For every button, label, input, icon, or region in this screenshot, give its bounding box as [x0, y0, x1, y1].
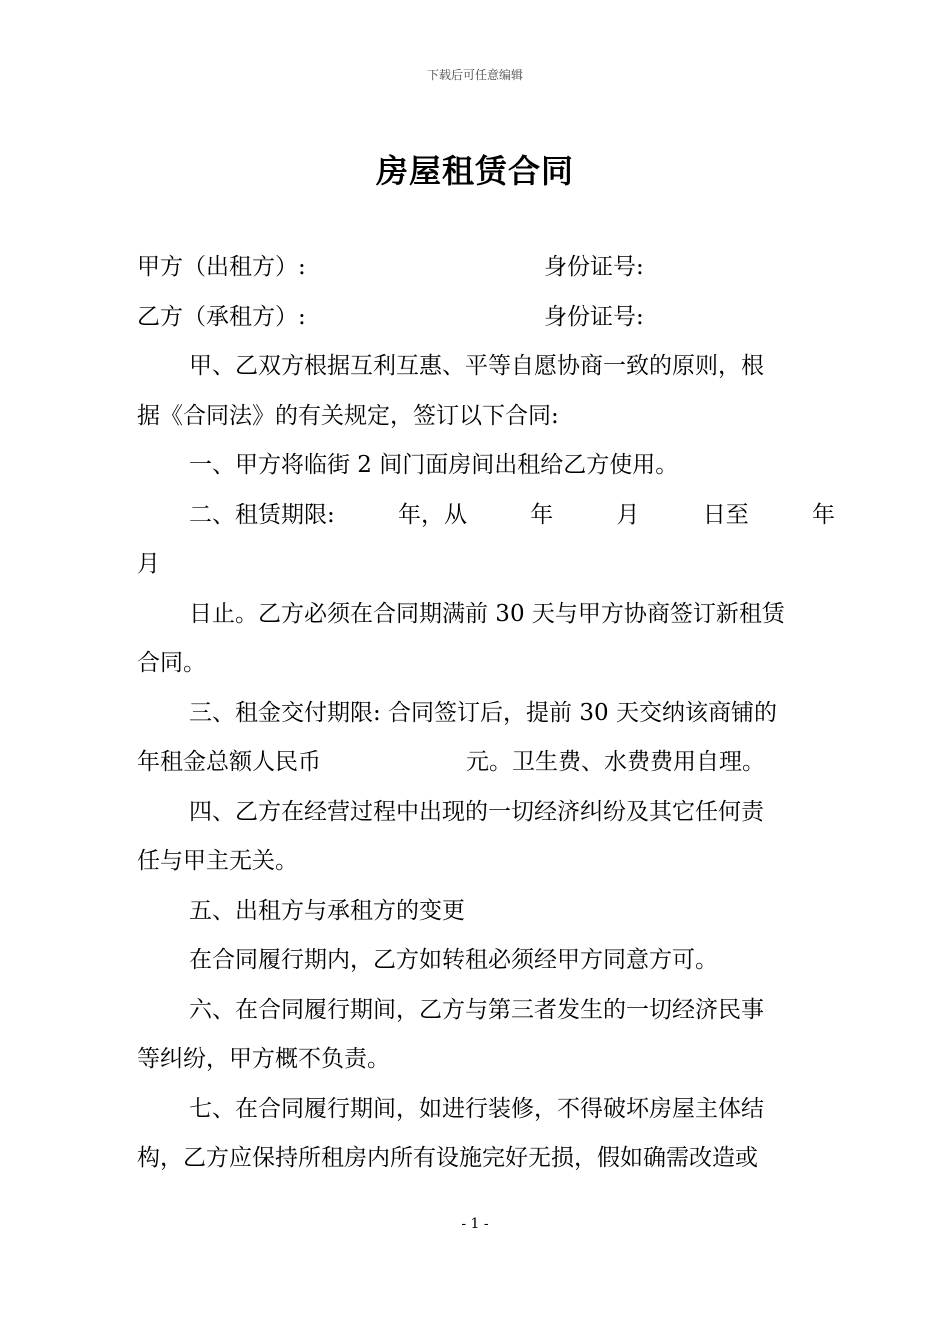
page-header-note: 下载后可任意编辑: [426, 68, 523, 82]
contract-body: [137, 243, 835, 1184]
page-number: - 1 -: [461, 1216, 489, 1232]
party-a-id-label: 身份证号:: [544, 254, 644, 280]
clause-3-amount-label: 年租金总额人民币: [137, 749, 321, 775]
clause-6-line-1: 六、在合同履行期间，乙方与第三者发生的一切经济民事: [189, 996, 764, 1023]
clause-2-prefix: 二、租赁期限:: [189, 501, 335, 528]
party-b-label: 乙方（承租方）:: [137, 303, 306, 330]
clause-4-line-2: 任与甲主无关。: [137, 848, 298, 874]
clause-2-part: 年: [812, 501, 835, 528]
party-b-row: [137, 293, 835, 343]
intro-line-2: 据《合同法》的有关规定，签订以下合同:: [137, 402, 559, 429]
clause-1: 一、甲方将临街 2 间门面房间出租给乙方使用。: [189, 452, 679, 478]
clause-6-line-2: 等纠纷，甲方概不负责。: [137, 1046, 390, 1072]
clause-5-line-1: 在合同履行期内，乙方如转租必须经甲方同意方可。: [189, 947, 718, 973]
clause-2-line-1: [137, 491, 835, 541]
clause-2-line-2: 月: [137, 551, 160, 577]
clause-5-title: 五、出租方与承租方的变更: [189, 897, 465, 924]
document-title: 房屋租赁合同: [375, 152, 574, 190]
clause-3-line-2: [137, 738, 835, 788]
clause-2-part: 月: [616, 501, 640, 528]
party-a-row: [137, 243, 835, 293]
clause-3-line-1: 三、租金交付期限: 合同签订后，提前 30 天交纳该商铺的: [189, 699, 777, 726]
clause-2-line-4: 合同。: [137, 650, 206, 676]
party-a-label: 甲方（出租方）:: [137, 254, 306, 280]
intro-line-1: 甲、乙双方根据互利互惠、平等自愿协商一致的原则，根: [189, 353, 764, 379]
clause-2-part: 日至: [702, 501, 749, 528]
clause-2-line-3: 日止。乙方必须在合同期满前 30 天与甲方协商签订新租赁: [189, 600, 785, 627]
clause-7-line-2: 构，乙方应保持所租房内所有设施完好无损，假如确需改造或: [137, 1145, 758, 1171]
clause-3-amount-suffix: 元。卫生费、水费费用自理。: [466, 749, 765, 775]
clause-2-part: 年: [530, 501, 554, 528]
clause-2-part: 年，从: [398, 501, 467, 528]
party-b-id-label: 身份证号:: [544, 303, 644, 330]
clause-4-line-1: 四、乙方在经营过程中出现的一切经济纠纷及其它任何责: [189, 798, 764, 825]
clause-7-line-1: 七、在合同履行期间，如进行装修，不得破坏房屋主体结: [189, 1095, 764, 1122]
